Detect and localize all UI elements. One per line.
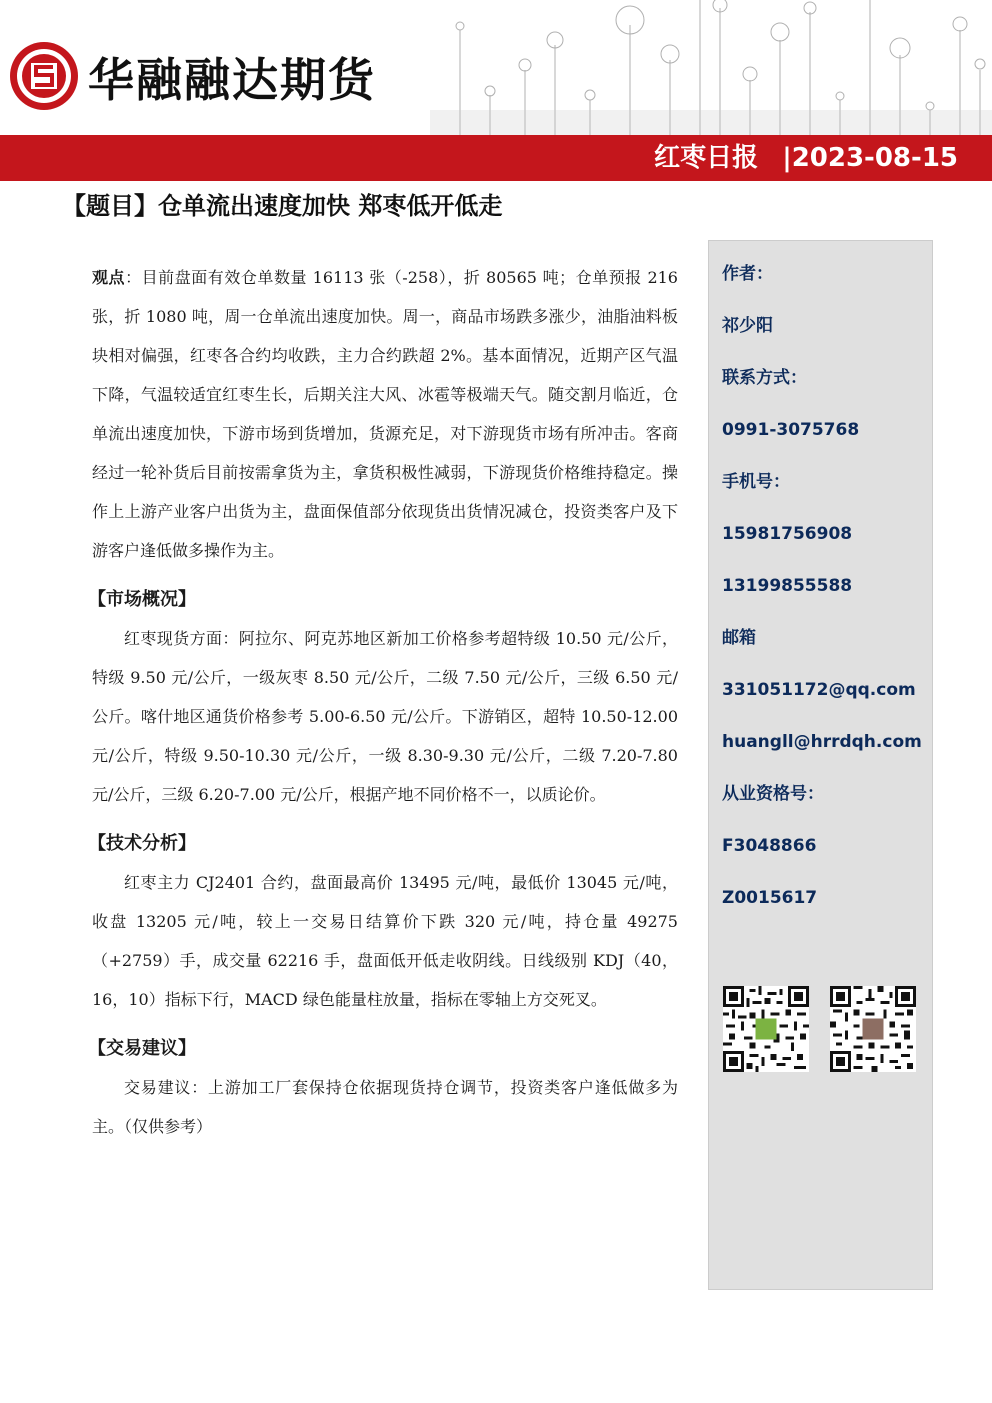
- company-logo-icon: [8, 40, 80, 112]
- section-text-market: 红枣现货方面：阿拉尔、阿克苏地区新加工价格参考超特级 10.50 元/公斤，特级 9.50 元/公斤，一级灰枣 8.50 元/公斤，二级 7.50 元/公斤，三级 6.50 元/公斤。喀什地区通货价格参考 5.00-6.50 元/公斤。下游销区，超特 10.50-12.00 元/公斤，特级 9.50-10.30 元/公斤，一级 8.30-9.30 元/公斤，二级 7.20-7.80 元/公斤，三级 6.20-7.00 元/公斤，根据产地不同价格不一，以质论价。: [92, 629, 678, 804]
- mobile-number-1: 15981756908: [722, 524, 853, 544]
- license-number-2: Z0015617: [722, 888, 818, 908]
- report-banner-text: [654, 137, 958, 179]
- mobile-label: 手机号：: [722, 472, 790, 492]
- section-text-advice: 交易建议：上游加工厂套保持仓依据现货持仓调节，投资类客户逢低做多为主。（仅供参考）: [92, 1078, 678, 1136]
- page-header: [0, 0, 992, 135]
- author-name: 祁少阳: [722, 316, 773, 336]
- contact-label: 联系方式：: [722, 368, 807, 388]
- section-heading-market: 【市场概况】: [88, 589, 196, 610]
- phone-number: 0991-3075768: [722, 420, 860, 440]
- main-content: [88, 258, 678, 1146]
- qr-code-icon: [723, 986, 809, 1072]
- report-type: 红枣日报: [654, 143, 759, 173]
- email-2[interactable]: huangll@hrrdqh.com: [722, 732, 922, 752]
- viewpoint-text: ：目前盘面有效仓单数量 16113 张（-258），折 80565 吨；仓单预报 216 张，折 1080 吨，周一仓单流出速度加快。周一，商品市场跌多涨少，油脂油料板块相对偏强，红枣各合约均收跌，主力合约跌超 2%。基本面情况，近期产区气温下降，气温较适宜红枣生长，后期关注大风、冰雹等极端天气。随交割月临近，仓单流出速度加快，下游市场到货增加，货源充足，对下游现货市场有所冲击。客商经过一轮补货后目前按需拿货为主，拿货积极性减弱，下游现货价格维持稳定。操作上上游产业客户出货为主，盘面保值部分依现货出货情况减仓，投资类客户及下游客户逢低做多操作为主。: [92, 268, 678, 560]
- viewpoint-label: 观点: [92, 268, 126, 287]
- license-label: 从业资格号：: [722, 784, 824, 804]
- report-title: 【题目】仓单流出速度加快 郑枣低开低走: [62, 192, 503, 220]
- author-sidebar: [708, 240, 933, 1290]
- section-text-technical: 红枣主力 CJ2401 合约，盘面最高价 13495 元/吨，最低价 13045 元/吨，收盘 13205 元/吨，较上一交易日结算价下跌 320 元/吨，持仓量 49275（+2759）手，成交量 62216 手，盘面低开低走收阴线。日线级别 KDJ（40，16，10）指标下行，MACD 绿色能量柱放量，指标在零轴上方交死叉。: [92, 873, 678, 1009]
- banner-separator: |: [782, 143, 792, 173]
- report-date: 2023-08-15: [791, 143, 958, 173]
- brand-name: 华融融达期货: [88, 53, 376, 107]
- qr-code-icon: [830, 986, 916, 1072]
- decorative-pins-graphic: [430, 0, 992, 135]
- license-number-1: F3048866: [722, 836, 817, 856]
- author-label: 作者：: [722, 264, 773, 284]
- section-heading-advice: 【交易建议】: [88, 1038, 196, 1059]
- email-label: 邮箱: [722, 628, 756, 648]
- viewpoint-paragraph: [92, 258, 678, 570]
- mobile-number-2: 13199855588: [722, 576, 853, 596]
- section-heading-technical: 【技术分析】: [88, 833, 196, 854]
- email-1[interactable]: 331051172@qq.com: [722, 680, 916, 700]
- contact-list: [722, 251, 922, 927]
